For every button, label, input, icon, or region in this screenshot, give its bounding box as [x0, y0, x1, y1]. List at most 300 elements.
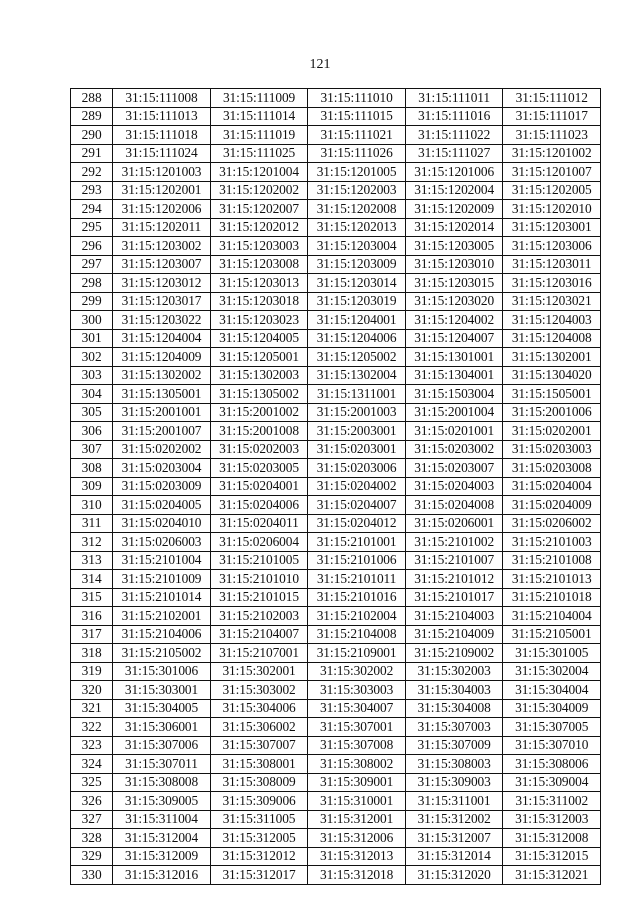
cadastral-table — [70, 88, 601, 885]
cadastral-code-cell: 31:15:308001 — [210, 755, 308, 774]
cadastral-code-cell: 31:15:0201001 — [405, 422, 503, 441]
cadastral-code-cell: 31:15:312009 — [113, 847, 211, 866]
table-row — [71, 459, 601, 478]
cadastral-code-cell: 31:15:1202003 — [308, 181, 406, 200]
cadastral-code-cell: 31:15:2101012 — [405, 570, 503, 589]
row-number: 311 — [71, 514, 113, 533]
table-row — [71, 810, 601, 829]
cadastral-code-cell: 31:15:2001008 — [210, 422, 308, 441]
cadastral-code-cell: 31:15:303001 — [113, 681, 211, 700]
cadastral-code-cell: 31:15:1305002 — [210, 385, 308, 404]
cadastral-code-cell: 31:15:2001006 — [503, 403, 601, 422]
cadastral-code-cell: 31:15:2003001 — [308, 422, 406, 441]
cadastral-code-cell: 31:15:312006 — [308, 829, 406, 848]
cadastral-code-cell: 31:15:1204001 — [308, 311, 406, 330]
cadastral-code-cell: 31:15:111015 — [308, 107, 406, 126]
cadastral-code-cell: 31:15:1302003 — [210, 366, 308, 385]
row-number: 312 — [71, 533, 113, 552]
row-number: 298 — [71, 274, 113, 293]
row-number: 328 — [71, 829, 113, 848]
cadastral-code-cell: 31:15:1503004 — [405, 385, 503, 404]
cadastral-code-cell: 31:15:1203002 — [113, 237, 211, 256]
cadastral-code-cell: 31:15:1302004 — [308, 366, 406, 385]
row-number: 302 — [71, 348, 113, 367]
cadastral-code-cell: 31:15:303002 — [210, 681, 308, 700]
cadastral-code-cell: 31:15:303003 — [308, 681, 406, 700]
cadastral-code-cell: 31:15:307006 — [113, 736, 211, 755]
row-number: 330 — [71, 866, 113, 885]
cadastral-code-cell: 31:15:308008 — [113, 773, 211, 792]
table-row — [71, 385, 601, 404]
cadastral-code-cell: 31:15:2101006 — [308, 551, 406, 570]
cadastral-code-cell: 31:15:0203005 — [210, 459, 308, 478]
cadastral-code-cell: 31:15:2101016 — [308, 588, 406, 607]
cadastral-code-cell: 31:15:1203021 — [503, 292, 601, 311]
cadastral-code-cell: 31:15:2109002 — [405, 644, 503, 663]
cadastral-code-cell: 31:15:111021 — [308, 126, 406, 145]
cadastral-code-cell: 31:15:111027 — [405, 144, 503, 163]
row-number: 305 — [71, 403, 113, 422]
cadastral-code-cell: 31:15:2101004 — [113, 551, 211, 570]
cadastral-code-cell: 31:15:1201002 — [503, 144, 601, 163]
cadastral-code-cell: 31:15:1202005 — [503, 181, 601, 200]
cadastral-code-cell: 31:15:1201007 — [503, 163, 601, 182]
cadastral-code-cell: 31:15:307008 — [308, 736, 406, 755]
cadastral-code-cell: 31:15:1204005 — [210, 329, 308, 348]
table-row — [71, 237, 601, 256]
row-number: 303 — [71, 366, 113, 385]
cadastral-code-cell: 31:15:302002 — [308, 662, 406, 681]
cadastral-code-cell: 31:15:1203016 — [503, 274, 601, 293]
cadastral-code-cell: 31:15:2001002 — [210, 403, 308, 422]
table-row — [71, 644, 601, 663]
cadastral-code-cell: 31:15:1204008 — [503, 329, 601, 348]
cadastral-code-cell: 31:15:1203019 — [308, 292, 406, 311]
cadastral-code-cell: 31:15:311004 — [113, 810, 211, 829]
cadastral-code-cell: 31:15:312002 — [405, 810, 503, 829]
cadastral-code-cell: 31:15:2104009 — [405, 625, 503, 644]
cadastral-code-cell: 31:15:0204005 — [113, 496, 211, 515]
cadastral-code-cell: 31:15:1203020 — [405, 292, 503, 311]
cadastral-code-cell: 31:15:1203018 — [210, 292, 308, 311]
table-row — [71, 496, 601, 515]
cadastral-code-cell: 31:15:111013 — [113, 107, 211, 126]
table-row — [71, 348, 601, 367]
table-row — [71, 699, 601, 718]
cadastral-code-cell: 31:15:2101002 — [405, 533, 503, 552]
row-number: 307 — [71, 440, 113, 459]
table-row — [71, 89, 601, 108]
cadastral-code-cell: 31:15:1201005 — [308, 163, 406, 182]
cadastral-code-cell: 31:15:2105002 — [113, 644, 211, 663]
table-row — [71, 440, 601, 459]
cadastral-code-cell: 31:15:1203010 — [405, 255, 503, 274]
cadastral-code-cell: 31:15:304005 — [113, 699, 211, 718]
cadastral-code-cell: 31:15:2104003 — [405, 607, 503, 626]
cadastral-code-cell: 31:15:1203001 — [503, 218, 601, 237]
cadastral-code-cell: 31:15:2101009 — [113, 570, 211, 589]
table-row — [71, 866, 601, 885]
table-row — [71, 403, 601, 422]
cadastral-code-cell: 31:15:312015 — [503, 847, 601, 866]
cadastral-code-cell: 31:15:111023 — [503, 126, 601, 145]
row-number: 300 — [71, 311, 113, 330]
row-number: 291 — [71, 144, 113, 163]
table-row — [71, 218, 601, 237]
row-number: 317 — [71, 625, 113, 644]
cadastral-code-cell: 31:15:2101018 — [503, 588, 601, 607]
table-row — [71, 107, 601, 126]
cadastral-code-cell: 31:15:1302002 — [113, 366, 211, 385]
cadastral-code-cell: 31:15:111018 — [113, 126, 211, 145]
cadastral-code-cell: 31:15:307005 — [503, 718, 601, 737]
cadastral-code-cell: 31:15:1203007 — [113, 255, 211, 274]
cadastral-code-cell: 31:15:111019 — [210, 126, 308, 145]
table-row — [71, 422, 601, 441]
cadastral-code-cell: 31:15:301006 — [113, 662, 211, 681]
cadastral-code-cell: 31:15:0204007 — [308, 496, 406, 515]
cadastral-code-cell: 31:15:2101010 — [210, 570, 308, 589]
cadastral-code-cell: 31:15:1202010 — [503, 200, 601, 219]
cadastral-code-cell: 31:15:308003 — [405, 755, 503, 774]
table-row — [71, 625, 601, 644]
cadastral-code-cell: 31:15:111024 — [113, 144, 211, 163]
cadastral-code-cell: 31:15:2102004 — [308, 607, 406, 626]
cadastral-code-cell: 31:15:111009 — [210, 89, 308, 108]
row-number: 297 — [71, 255, 113, 274]
cadastral-code-cell: 31:15:302004 — [503, 662, 601, 681]
cadastral-code-cell: 31:15:304006 — [210, 699, 308, 718]
cadastral-code-cell: 31:15:309006 — [210, 792, 308, 811]
cadastral-code-cell: 31:15:1202006 — [113, 200, 211, 219]
cadastral-code-cell: 31:15:1203004 — [308, 237, 406, 256]
row-number: 320 — [71, 681, 113, 700]
row-number: 289 — [71, 107, 113, 126]
cadastral-code-cell: 31:15:2101014 — [113, 588, 211, 607]
table-row — [71, 829, 601, 848]
row-number: 316 — [71, 607, 113, 626]
cadastral-code-cell: 31:15:0203001 — [308, 440, 406, 459]
row-number: 321 — [71, 699, 113, 718]
cadastral-code-cell: 31:15:309004 — [503, 773, 601, 792]
cadastral-code-cell: 31:15:312007 — [405, 829, 503, 848]
table-row — [71, 588, 601, 607]
cadastral-code-cell: 31:15:1204002 — [405, 311, 503, 330]
cadastral-code-cell: 31:15:0204001 — [210, 477, 308, 496]
row-number: 306 — [71, 422, 113, 441]
cadastral-code-cell: 31:15:0203002 — [405, 440, 503, 459]
cadastral-code-cell: 31:15:0203004 — [113, 459, 211, 478]
cadastral-code-cell: 31:15:2104007 — [210, 625, 308, 644]
cadastral-code-cell: 31:15:111026 — [308, 144, 406, 163]
row-number: 294 — [71, 200, 113, 219]
cadastral-code-cell: 31:15:0204012 — [308, 514, 406, 533]
cadastral-code-cell: 31:15:311001 — [405, 792, 503, 811]
table-row — [71, 329, 601, 348]
cadastral-code-cell: 31:15:1202012 — [210, 218, 308, 237]
cadastral-code-cell: 31:15:2101003 — [503, 533, 601, 552]
cadastral-code-cell: 31:15:308002 — [308, 755, 406, 774]
cadastral-code-cell: 31:15:2101008 — [503, 551, 601, 570]
row-number: 313 — [71, 551, 113, 570]
cadastral-code-cell: 31:15:0206004 — [210, 533, 308, 552]
cadastral-code-cell: 31:15:1201006 — [405, 163, 503, 182]
cadastral-code-cell: 31:15:111010 — [308, 89, 406, 108]
cadastral-code-cell: 31:15:307001 — [308, 718, 406, 737]
cadastral-code-cell: 31:15:309003 — [405, 773, 503, 792]
cadastral-code-cell: 31:15:1304001 — [405, 366, 503, 385]
cadastral-code-cell: 31:15:312016 — [113, 866, 211, 885]
cadastral-code-cell: 31:15:111011 — [405, 89, 503, 108]
table-row — [71, 200, 601, 219]
cadastral-code-cell: 31:15:2001001 — [113, 403, 211, 422]
cadastral-code-cell: 31:15:1202001 — [113, 181, 211, 200]
cadastral-code-cell: 31:15:1203013 — [210, 274, 308, 293]
row-number: 322 — [71, 718, 113, 737]
cadastral-code-cell: 31:15:301005 — [503, 644, 601, 663]
cadastral-code-cell: 31:15:311002 — [503, 792, 601, 811]
table-row — [71, 163, 601, 182]
cadastral-code-cell: 31:15:312004 — [113, 829, 211, 848]
cadastral-code-cell: 31:15:1204003 — [503, 311, 601, 330]
cadastral-code-cell: 31:15:312020 — [405, 866, 503, 885]
cadastral-code-cell: 31:15:2101017 — [405, 588, 503, 607]
cadastral-code-cell: 31:15:2104006 — [113, 625, 211, 644]
cadastral-code-cell: 31:15:312012 — [210, 847, 308, 866]
cadastral-code-cell: 31:15:1202002 — [210, 181, 308, 200]
cadastral-code-cell: 31:15:302001 — [210, 662, 308, 681]
cadastral-code-cell: 31:15:1202008 — [308, 200, 406, 219]
table-row — [71, 292, 601, 311]
cadastral-code-cell: 31:15:1203011 — [503, 255, 601, 274]
row-number: 310 — [71, 496, 113, 515]
cadastral-code-cell: 31:15:2001003 — [308, 403, 406, 422]
cadastral-code-cell: 31:15:312008 — [503, 829, 601, 848]
row-number: 288 — [71, 89, 113, 108]
cadastral-code-cell: 31:15:308009 — [210, 773, 308, 792]
cadastral-code-cell: 31:15:2101015 — [210, 588, 308, 607]
cadastral-code-cell: 31:15:1304020 — [503, 366, 601, 385]
cadastral-code-cell: 31:15:306001 — [113, 718, 211, 737]
page-number: 121 — [309, 57, 331, 72]
cadastral-code-cell: 31:15:1203006 — [503, 237, 601, 256]
cadastral-code-cell: 31:15:2104004 — [503, 607, 601, 626]
cadastral-code-cell: 31:15:312017 — [210, 866, 308, 885]
cadastral-code-cell: 31:15:307009 — [405, 736, 503, 755]
cadastral-code-cell: 31:15:307010 — [503, 736, 601, 755]
cadastral-code-cell: 31:15:0203007 — [405, 459, 503, 478]
table-row — [71, 366, 601, 385]
cadastral-code-cell: 31:15:1201003 — [113, 163, 211, 182]
cadastral-code-cell: 31:15:312018 — [308, 866, 406, 885]
table-row — [71, 126, 601, 145]
cadastral-code-cell: 31:15:111016 — [405, 107, 503, 126]
row-number: 329 — [71, 847, 113, 866]
cadastral-code-cell: 31:15:308006 — [503, 755, 601, 774]
row-number: 292 — [71, 163, 113, 182]
cadastral-code-cell: 31:15:309005 — [113, 792, 211, 811]
cadastral-code-cell: 31:15:0203009 — [113, 477, 211, 496]
cadastral-code-cell: 31:15:111012 — [503, 89, 601, 108]
cadastral-code-cell: 31:15:0203003 — [503, 440, 601, 459]
row-number: 299 — [71, 292, 113, 311]
cadastral-code-cell: 31:15:1203009 — [308, 255, 406, 274]
cadastral-code-cell: 31:15:2104008 — [308, 625, 406, 644]
cadastral-code-cell: 31:15:312014 — [405, 847, 503, 866]
table-row — [71, 607, 601, 626]
cadastral-code-cell: 31:15:2101007 — [405, 551, 503, 570]
table-row — [71, 570, 601, 589]
cadastral-code-cell: 31:15:0204011 — [210, 514, 308, 533]
cadastral-code-cell: 31:15:1302001 — [503, 348, 601, 367]
cadastral-code-cell: 31:15:2109001 — [308, 644, 406, 663]
cadastral-code-cell: 31:15:1202009 — [405, 200, 503, 219]
cadastral-code-cell: 31:15:1203014 — [308, 274, 406, 293]
row-number: 315 — [71, 588, 113, 607]
cadastral-code-cell: 31:15:2101013 — [503, 570, 601, 589]
row-number: 324 — [71, 755, 113, 774]
cadastral-code-cell: 31:15:1301001 — [405, 348, 503, 367]
cadastral-code-cell: 31:15:0202001 — [503, 422, 601, 441]
cadastral-code-cell: 31:15:1205001 — [210, 348, 308, 367]
row-number: 319 — [71, 662, 113, 681]
table-row — [71, 477, 601, 496]
cadastral-code-cell: 31:15:1305001 — [113, 385, 211, 404]
cadastral-code-cell: 31:15:0204003 — [405, 477, 503, 496]
row-number: 293 — [71, 181, 113, 200]
cadastral-code-cell: 31:15:0202003 — [210, 440, 308, 459]
cadastral-code-cell: 31:15:1204007 — [405, 329, 503, 348]
cadastral-code-cell: 31:15:1202011 — [113, 218, 211, 237]
cadastral-code-cell: 31:15:1202007 — [210, 200, 308, 219]
cadastral-code-cell: 31:15:1203005 — [405, 237, 503, 256]
table-row — [71, 681, 601, 700]
row-number: 326 — [71, 792, 113, 811]
cadastral-code-cell: 31:15:0204008 — [405, 496, 503, 515]
row-number: 304 — [71, 385, 113, 404]
row-number: 296 — [71, 237, 113, 256]
cadastral-code-cell: 31:15:304008 — [405, 699, 503, 718]
cadastral-code-cell: 31:15:312001 — [308, 810, 406, 829]
cadastral-code-cell: 31:15:1202014 — [405, 218, 503, 237]
row-number: 290 — [71, 126, 113, 145]
cadastral-code-cell: 31:15:1204006 — [308, 329, 406, 348]
cadastral-code-cell: 31:15:1202004 — [405, 181, 503, 200]
cadastral-code-cell: 31:15:304004 — [503, 681, 601, 700]
cadastral-code-cell: 31:15:2105001 — [503, 625, 601, 644]
cadastral-code-cell: 31:15:0204009 — [503, 496, 601, 515]
row-number: 325 — [71, 773, 113, 792]
cadastral-code-cell: 31:15:1201004 — [210, 163, 308, 182]
cadastral-code-cell: 31:15:304009 — [503, 699, 601, 718]
table-row — [71, 718, 601, 737]
table-row — [71, 181, 601, 200]
table-row — [71, 773, 601, 792]
table-row — [71, 755, 601, 774]
cadastral-code-cell: 31:15:2001007 — [113, 422, 211, 441]
row-number: 323 — [71, 736, 113, 755]
cadastral-code-cell: 31:15:0206002 — [503, 514, 601, 533]
row-number: 318 — [71, 644, 113, 663]
cadastral-code-cell: 31:15:111008 — [113, 89, 211, 108]
table-row — [71, 255, 601, 274]
cadastral-code-cell: 31:15:304007 — [308, 699, 406, 718]
cadastral-code-cell: 31:15:1203008 — [210, 255, 308, 274]
cadastral-code-cell: 31:15:304003 — [405, 681, 503, 700]
cadastral-code-cell: 31:15:0203006 — [308, 459, 406, 478]
cadastral-code-cell: 31:15:309001 — [308, 773, 406, 792]
table-row — [71, 662, 601, 681]
cadastral-code-cell: 31:15:2101001 — [308, 533, 406, 552]
table-row — [71, 792, 601, 811]
cadastral-code-cell: 31:15:312013 — [308, 847, 406, 866]
cadastral-code-cell: 31:15:307011 — [113, 755, 211, 774]
cadastral-code-cell: 31:15:1202013 — [308, 218, 406, 237]
cadastral-code-cell: 31:15:2001004 — [405, 403, 503, 422]
table-row — [71, 533, 601, 552]
cadastral-code-cell: 31:15:1204004 — [113, 329, 211, 348]
cadastral-code-cell: 31:15:0204010 — [113, 514, 211, 533]
table-row — [71, 847, 601, 866]
cadastral-code-cell: 31:15:1203022 — [113, 311, 211, 330]
cadastral-code-cell: 31:15:111017 — [503, 107, 601, 126]
cadastral-code-cell: 31:15:0202002 — [113, 440, 211, 459]
table-row — [71, 514, 601, 533]
table-row — [71, 736, 601, 755]
cadastral-code-cell: 31:15:0204006 — [210, 496, 308, 515]
cadastral-code-cell: 31:15:1203003 — [210, 237, 308, 256]
table-row — [71, 144, 601, 163]
cadastral-code-cell: 31:15:2101005 — [210, 551, 308, 570]
cadastral-code-cell: 31:15:1203015 — [405, 274, 503, 293]
cadastral-code-cell: 31:15:111025 — [210, 144, 308, 163]
cadastral-code-cell: 31:15:0206003 — [113, 533, 211, 552]
cadastral-code-cell: 31:15:0203008 — [503, 459, 601, 478]
table-row — [71, 274, 601, 293]
cadastral-code-cell: 31:15:312005 — [210, 829, 308, 848]
cadastral-code-cell: 31:15:2107001 — [210, 644, 308, 663]
row-number: 327 — [71, 810, 113, 829]
cadastral-code-cell: 31:15:307003 — [405, 718, 503, 737]
table-row — [71, 311, 601, 330]
row-number: 314 — [71, 570, 113, 589]
cadastral-code-cell: 31:15:1203017 — [113, 292, 211, 311]
cadastral-code-cell: 31:15:111014 — [210, 107, 308, 126]
cadastral-code-cell: 31:15:311005 — [210, 810, 308, 829]
table-row — [71, 551, 601, 570]
row-number: 301 — [71, 329, 113, 348]
cadastral-code-cell: 31:15:1205002 — [308, 348, 406, 367]
table-body — [71, 89, 601, 885]
row-number: 308 — [71, 459, 113, 478]
cadastral-code-cell: 31:15:312003 — [503, 810, 601, 829]
cadastral-code-cell: 31:15:2102003 — [210, 607, 308, 626]
cadastral-code-cell: 31:15:0206001 — [405, 514, 503, 533]
cadastral-code-cell: 31:15:1204009 — [113, 348, 211, 367]
cadastral-code-cell: 31:15:1311001 — [308, 385, 406, 404]
cadastral-code-cell: 31:15:310001 — [308, 792, 406, 811]
cadastral-code-cell: 31:15:306002 — [210, 718, 308, 737]
cadastral-code-cell: 31:15:1203012 — [113, 274, 211, 293]
cadastral-code-cell: 31:15:2101011 — [308, 570, 406, 589]
row-number: 295 — [71, 218, 113, 237]
cadastral-code-cell: 31:15:302003 — [405, 662, 503, 681]
cadastral-code-cell: 31:15:0204004 — [503, 477, 601, 496]
row-number: 309 — [71, 477, 113, 496]
cadastral-code-cell: 31:15:312021 — [503, 866, 601, 885]
cadastral-code-cell: 31:15:111022 — [405, 126, 503, 145]
cadastral-code-cell: 31:15:1203023 — [210, 311, 308, 330]
